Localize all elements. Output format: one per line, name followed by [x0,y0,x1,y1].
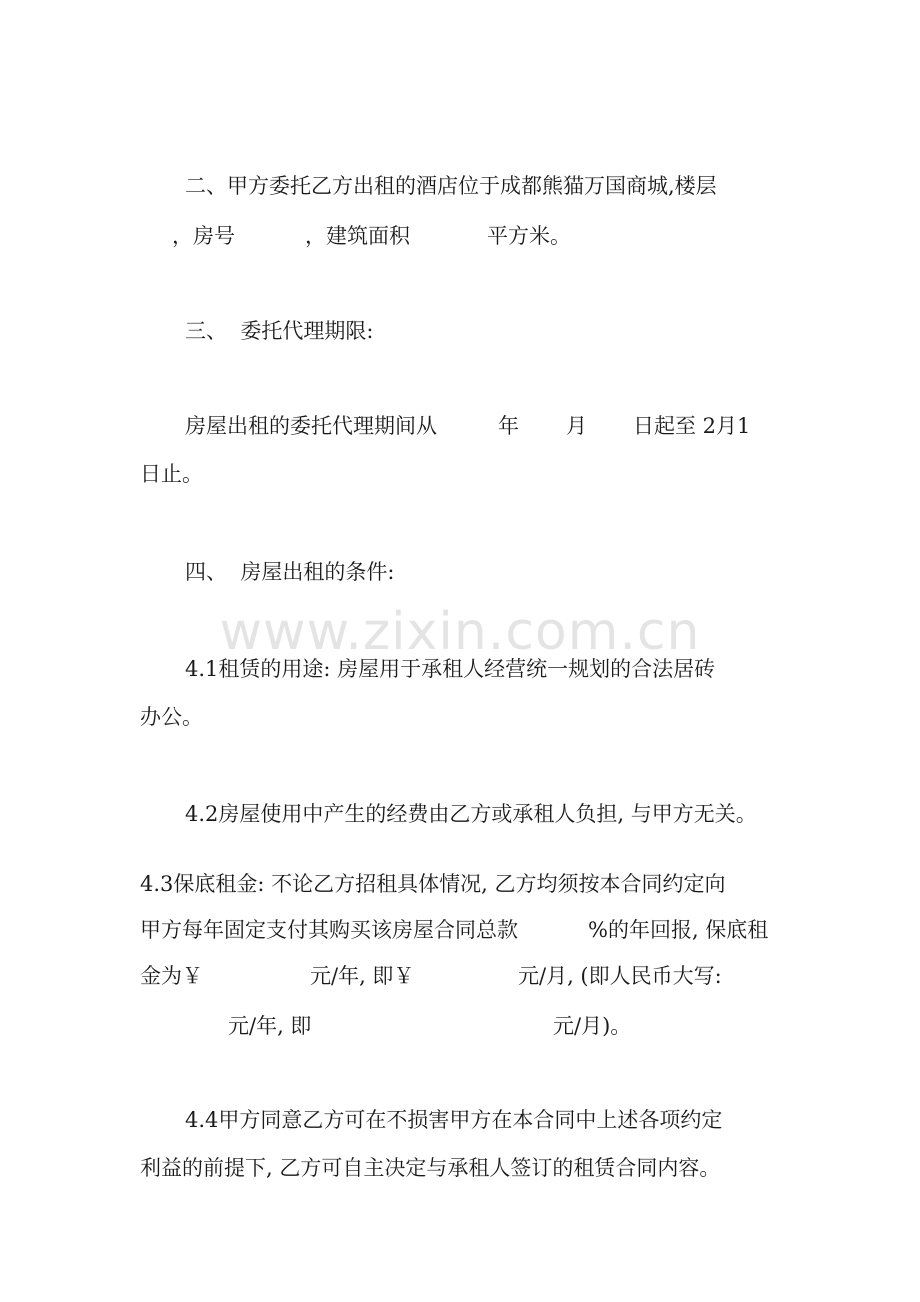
watermark: www.zixin.com.cn [219,602,701,662]
month-label: 月 [566,414,587,438]
clause-4-4-line-2: 利益的前提下, 乙方可自主决定与承租人签订的租赁合同内容。 [140,1156,721,1180]
clause-4-3-line-3b: 元/年, 即￥ [310,964,415,988]
clause-4-1-line-1: 4.1租赁的用途: 房屋用于承租人经营统一规划的合法居砖 [185,657,716,681]
clause-4-3-line-4b: 元/月)。 [553,1014,632,1038]
section-3-heading: 三、 委托代理期限: [185,319,374,343]
section-2-line-1: 二、甲方委托乙方出租的酒店位于成都熊猫万国商城,楼层 [185,174,717,198]
clause-4-3-line-3a: 金为￥ [140,964,203,988]
clause-4-2: 4.2房屋使用中产生的经费由乙方或承租人负担, 与甲方无关。 [185,802,757,826]
clause-4-4-line-1: 4.4甲方同意乙方可在不损害甲方在本合同中上述各项约定 [185,1108,723,1132]
clause-4-3-line-1: 4.3保底租金: 不论乙方招租具体情况, 乙方均须按本合同约定向 [140,872,726,896]
section-4-heading: 四、 房屋出租的条件: [185,560,395,584]
clause-4-3-line-2b: %的年回报, 保底租 [588,918,769,942]
agency-period-end: 日止。 [140,462,203,486]
agency-period-text: 房屋出租的委托代理期间从 [185,414,437,438]
clause-4-3-line-2: 甲方每年固定支付其购买该房屋合同总款 [140,918,518,942]
clause-4-3-line-3c: 元/月, (即人民币大写: [518,964,722,988]
year-label: 年 [498,414,519,438]
day-end-label: 日起至 2月1 [633,414,751,438]
room-number-label: ，房号 [172,224,235,248]
clause-4-1-line-2: 办公。 [140,705,203,729]
clause-4-3-line-4a: 元/年, 即 [228,1014,312,1038]
square-meter-label: 平方米。 [487,224,571,248]
area-label: ，建筑面积 [305,224,410,248]
